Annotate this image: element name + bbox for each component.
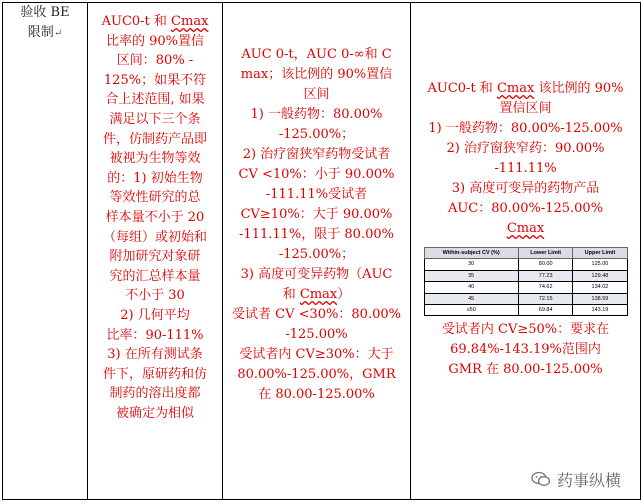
col2-line: -125.00% — [285, 327, 348, 342]
col1-line: 制药的溶出度都 — [109, 386, 201, 402]
cv-limits-cell: 45 — [424, 293, 518, 304]
criteria-col-2 — [223, 3, 411, 500]
cv-limits-cell: ≥50 — [424, 305, 518, 316]
cv-limits-header-cell: Lower Limit — [518, 248, 573, 259]
criteria-col-3 — [411, 3, 641, 500]
col1-line: 合上述范围, 如果 — [105, 92, 205, 108]
col1-line: 3) 在所有测试条 — [107, 347, 203, 363]
cv-limits-cell: 35 — [424, 270, 518, 281]
col1-line: 2) 几何平均 — [120, 307, 190, 323]
col1-line: 件，仿制药产品即 — [102, 131, 207, 147]
col2-line: 受试者内 CV≥30%：大于 — [239, 347, 394, 362]
watermark — [531, 468, 641, 490]
col1-line: 被视为生物等效 — [109, 151, 201, 167]
col3-bottom-line: 69.84%-143.19%范围内 — [450, 342, 601, 358]
cv-limits-cell: 30 — [424, 259, 518, 270]
cv-limits-header-cell: Upper Limit — [573, 248, 627, 259]
col3-text-top — [411, 3, 640, 239]
cv-limits-cell: 143.19 — [573, 305, 627, 316]
cv-limits-cell: 72.15 — [518, 293, 573, 304]
col1-line: 的：1) 初始生物 — [107, 170, 203, 186]
col2-line: -111.11%，限于 80.00% — [239, 227, 394, 242]
col2-line: 3) 高度可变异药物（AUC — [240, 267, 393, 282]
col1-line: 被确定为相似 — [115, 405, 194, 421]
cv-limits-cell: 125.00 — [573, 259, 627, 270]
col3-line: -111.11% — [494, 161, 557, 176]
col2-line: 1) 一般药物：80.00% — [250, 107, 383, 122]
col1-line: 附加研究对象研 — [109, 249, 201, 265]
col1-line: 比率的 90%置信 — [105, 33, 205, 49]
col2-line: 区间 — [303, 87, 330, 102]
cv-limits-cell: 80.00 — [518, 259, 573, 270]
col1-line: 究的汇总样本量 — [109, 268, 201, 284]
row-label-line-1: 验收 BE — [20, 5, 70, 20]
col1-text — [88, 3, 222, 423]
col1-line: AUC0-t 和 Cmax — [101, 14, 209, 29]
col1-line: 比率：90-111% — [106, 327, 204, 343]
col2-line: -125.00%； — [278, 127, 355, 142]
col3-line: 3) 高度可变异的药物产品 — [451, 181, 600, 196]
cv-limits-row — [424, 270, 627, 281]
col3-bottom-line: 受试者内 CV≥50%：要求在 — [441, 322, 610, 338]
col3-line: 置信区间 — [499, 101, 552, 116]
col3-line: 2) 治疗窗狭窄药：90.00% — [446, 141, 605, 156]
col2-line: max；该比例的 90%置信 — [240, 67, 393, 82]
chat-bubble-icon — [531, 471, 551, 487]
col2-line: 2) 治疗窗狭窄药物受试者 — [242, 147, 391, 162]
col3-line: Cmax — [506, 221, 545, 236]
row-label-line-2: 限制↵ — [27, 25, 63, 40]
cv-limits-table — [424, 247, 628, 316]
col1-line: 125%；如果不符 — [103, 72, 207, 88]
cv-limits-cell: 138.59 — [573, 293, 627, 304]
criteria-col-1 — [88, 3, 223, 500]
cv-limits-cell: 134.02 — [573, 282, 627, 293]
col1-line: 满足以下三个条 — [109, 111, 201, 127]
col1-line: （每组）或初始和 — [102, 229, 207, 245]
col2-line: AUC 0-t，AUC 0-∞和 C — [241, 47, 392, 62]
cv-limits-row — [424, 293, 627, 304]
col2-text — [223, 3, 410, 405]
col3-bottom-line: GMR 在 80.00-125.00% — [448, 362, 603, 378]
col2-line: 和 Cmax） — [282, 287, 351, 302]
col1-line: 区间：80% - — [116, 53, 194, 69]
cv-limits-header-row — [424, 248, 627, 259]
col2-line: 80.00%-125.00%，GMR — [237, 367, 396, 382]
watermark-text: 药事纵横 — [557, 470, 622, 490]
cv-limits-cell: 69.84 — [518, 305, 573, 316]
col2-line: CV <10%：小于 90.00% — [238, 167, 395, 182]
col1-line: 等效性研究的总 — [109, 190, 201, 206]
col3-line: AUC：80.00%-125.00% — [447, 201, 604, 216]
col3-text-bottom — [411, 320, 640, 380]
col1-line: 不小于 30 — [125, 288, 185, 304]
col2-line: -111.11%受试者 — [265, 187, 368, 202]
col2-line: -125.00%； — [278, 247, 355, 262]
cv-limits-cell: 129.48 — [573, 270, 627, 281]
row-label-cell — [3, 3, 88, 500]
cv-limits-row — [424, 282, 627, 293]
col3-line: 1) 一般药物：80.00%-125.00% — [428, 121, 623, 136]
col3-line: AUC0-t 和 Cmax 该比例的 90% — [427, 81, 624, 96]
cv-limits-row — [424, 305, 627, 316]
col2-line: 在 80.00-125.00% — [258, 387, 375, 402]
cv-limits-header-cell: Within-subject CV (%) — [424, 248, 518, 259]
cv-limits-cell: 77.23 — [518, 270, 573, 281]
be-criteria-table — [2, 2, 641, 500]
col1-line: 样本量不小于 20 — [105, 209, 205, 225]
col2-line: CV≥10%：大于 90.00% — [240, 207, 393, 222]
cv-limits-cell: 40 — [424, 282, 518, 293]
col1-line: 件下，原研药和仿 — [102, 366, 207, 382]
cv-limits-row — [424, 259, 627, 270]
col2-line: 受试者 CV <30%：80.00% — [232, 307, 401, 322]
cv-limits-cell: 74.62 — [518, 282, 573, 293]
